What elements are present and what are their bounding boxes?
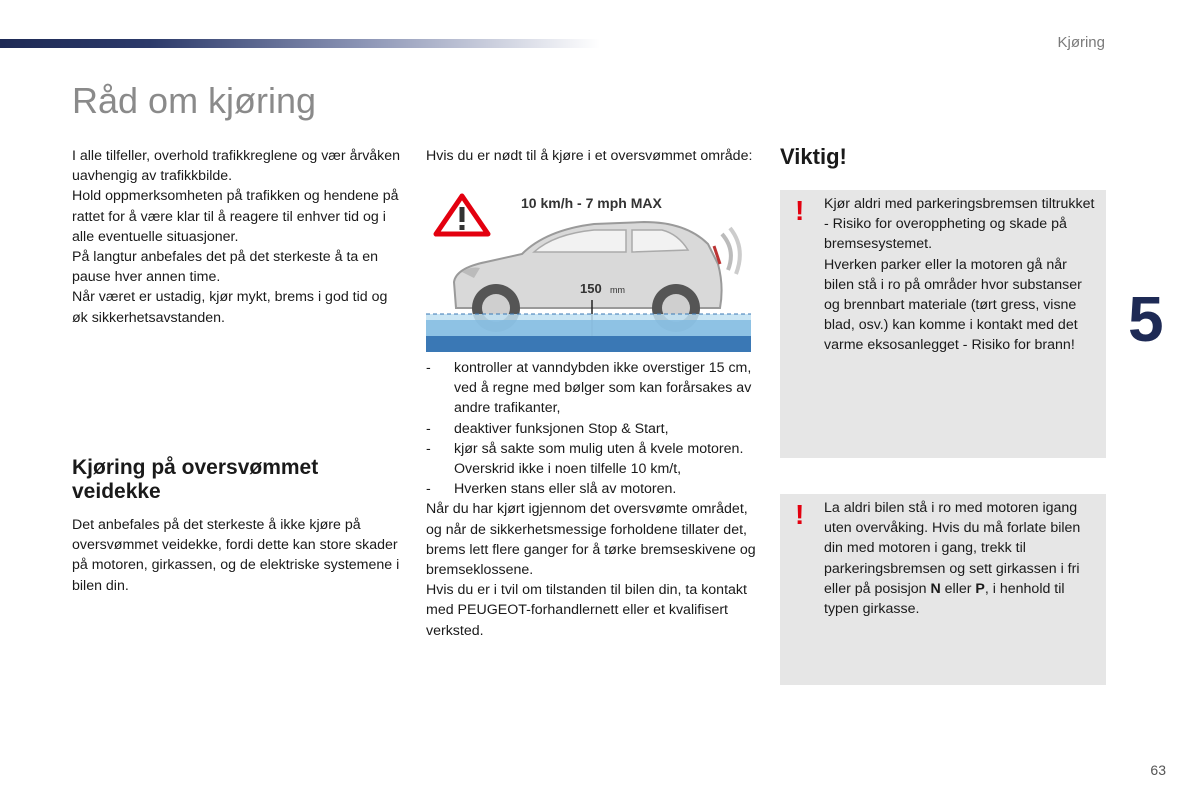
bullet-text: kjør så sakte som mulig uten å kvele motoren. Overskrid ikke i noen tilfelle 10 km/t, (454, 440, 744, 478)
gear-n: N (930, 580, 941, 597)
intro-line: På langtur anbefales det på det sterkeste å ta en pause hver annen time. (72, 249, 379, 286)
list-item: - kjør så sakte som mulig uten å kvele motoren. Overskrid ikke i noen tilfelle 10 km/t, (426, 439, 756, 479)
warning-text (824, 194, 1099, 356)
intro-line: Når været er ustadig, kjør mykt, brems i god tid og øk sikkerhetsavstanden. (72, 289, 388, 326)
list-item: - Hverken stans eller slå av motoren. (426, 479, 756, 499)
section-title: Kjøring (1057, 34, 1105, 51)
intro-column (72, 146, 402, 328)
warning-line: Hverken parker eller la motoren gå når bilen stå i ro på områder hvor substanser og brennbart materiale (tørt gress, visne blad, osv.) kan komme i kontakt med det varme eksosanlegget - Risiko for brann! (824, 256, 1082, 354)
intro-line: I alle tilfeller, overhold trafikkreglene og vær årvåken uavhengig av trafikkbilde. (72, 148, 401, 185)
page-title: Råd om kjøring (72, 80, 317, 121)
warning-text (824, 498, 1099, 619)
warning-text-part: La aldri bilen stå i ro med motoren igang uten overvåking. Hvis du må forlate bilen din med motoren i gang, trekk til parkeringsbremsen og sett girkassen i fri eller på posisjon (824, 500, 1081, 597)
exclamation-icon: ! (795, 195, 805, 226)
motion-line (722, 234, 731, 270)
water-bottom (426, 336, 751, 352)
warning-line: Kjør aldri med parkeringsbremsen tiltrukket - Risiko for overoppheting og skade på bremsesystemet. (824, 196, 1095, 253)
bullet-text: Hverken stans eller slå av motoren. (454, 481, 677, 498)
water-body (426, 320, 751, 336)
important-heading: Viktig! (780, 144, 847, 169)
warning-text-part: eller (940, 580, 976, 597)
flood-illustration (426, 190, 751, 352)
chapter-number: 5 (1128, 283, 1164, 355)
list-item: - kontroller at vanndybden ikke overstiger 15 cm, ved å regne med bølger som kan forårsakes av andre trafikanter, (426, 358, 756, 419)
bullet-text: deaktiver funksjonen Stop & Start, (454, 420, 669, 437)
flood-heading: Kjøring på oversvømmet veidekke (72, 456, 319, 503)
header-gradient-bar (0, 39, 600, 48)
depth-value: 150 (580, 281, 602, 296)
warning-triangle-icon (436, 196, 488, 234)
intro-line: Hold oppmerksomheten på trafikken og hendene på rattet for å være klar til å reagere til enhver tid og i alle eventuelle situasjoner. (72, 188, 399, 245)
warning-box (780, 494, 1106, 685)
list-item: - deaktiver funksjonen Stop & Start, (426, 419, 756, 439)
flood-intro-text: Det anbefales på det sterkeste å ikke kjøre på oversvømmet veidekke, fordi dette kan store skader på motoren, girkassen, og de elektriske systemene i bilen din. (72, 517, 400, 594)
warning-text-part: , i henhold til typen girkasse. (824, 580, 1065, 618)
bullet-text: kontroller at vanndybden ikke overstiger 15 cm, ved å regne med bølger som kan forårsakes av andre trafikanter, (454, 360, 752, 417)
after-text-2: Hvis du er i tvil om tilstanden til bilen din, ta kontakt med PEUGEOT-forhandlernett eller et kvalifisert verksted. (426, 582, 747, 639)
gear-p: P (975, 580, 985, 597)
speed-limit-label: 10 km/h - 7 mph MAX (521, 195, 662, 211)
warning-line (824, 498, 1099, 619)
depth-unit: mm (610, 285, 625, 295)
warning-box (780, 190, 1106, 458)
exclamation-icon: ! (795, 499, 805, 530)
flood-lead (426, 146, 756, 166)
flood-intro (72, 515, 402, 596)
flood-lead-text: Hvis du er nødt til å kjøre i et oversvømmet område: (426, 148, 753, 164)
after-text: Når du har kjørt igjennom det oversvømte området, og når de sikkerhetsmessige forholdene tillater det, brems lett flere ganger for å tørke bremseskivene og bremseklossene. (426, 501, 756, 579)
car-in-water-image (426, 190, 751, 352)
page-number: 63 (1150, 762, 1166, 778)
flood-instructions (426, 358, 756, 641)
